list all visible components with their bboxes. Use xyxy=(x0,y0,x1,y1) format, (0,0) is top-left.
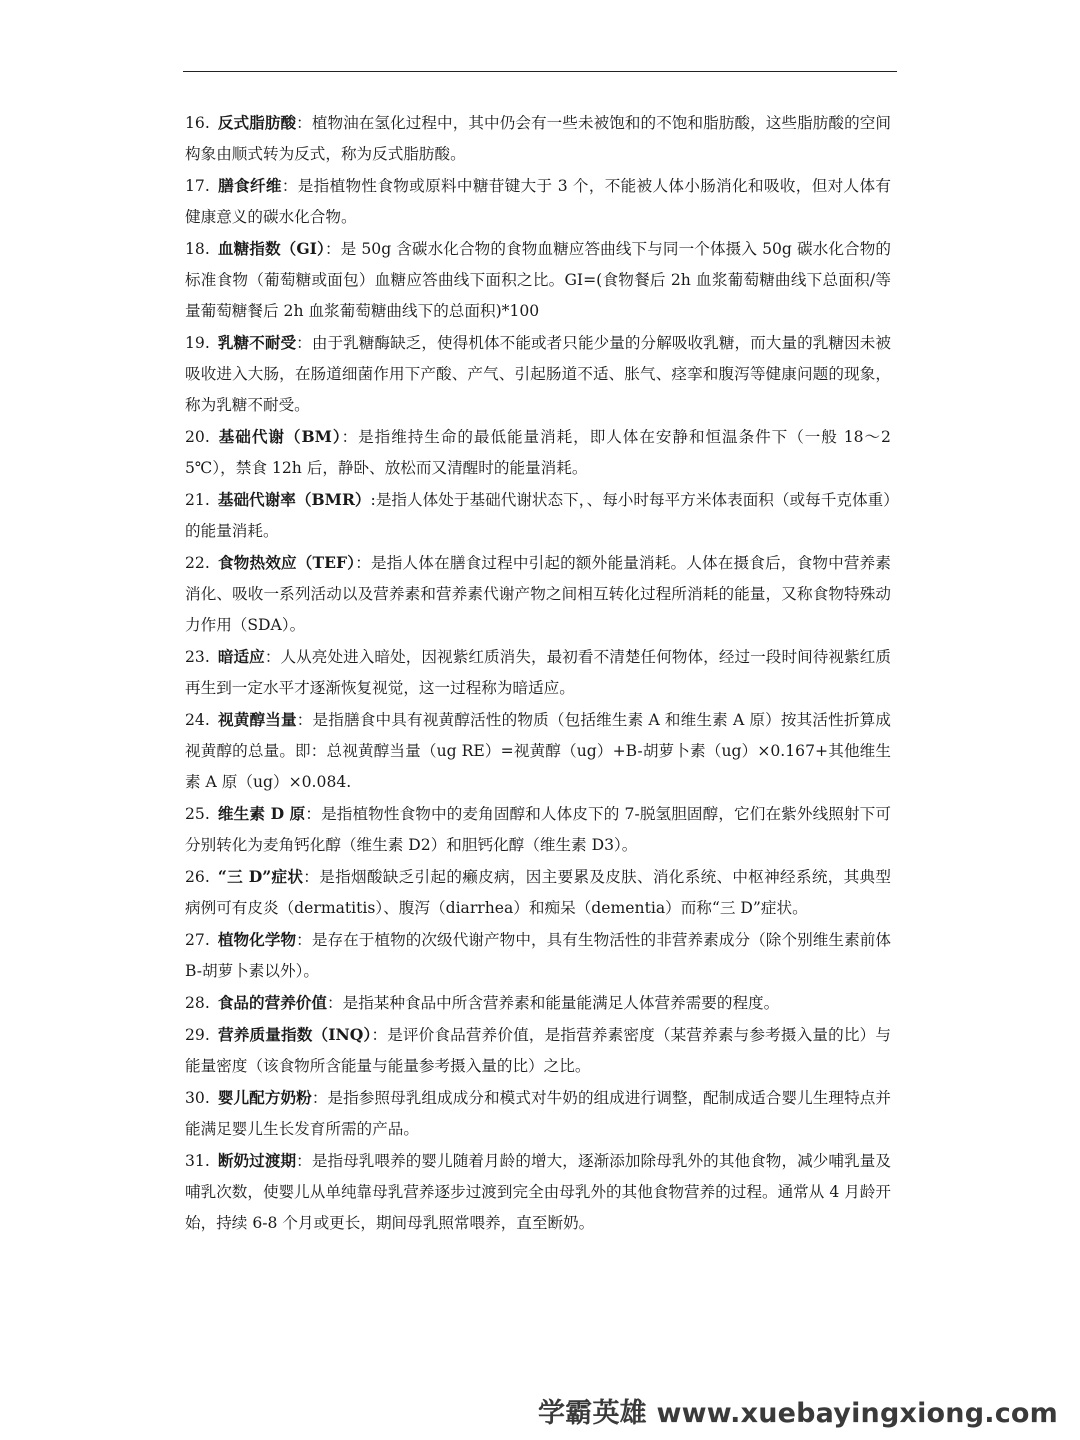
glossary-term: “三 D”症状 xyxy=(217,867,304,886)
glossary-term: 维生素 D 原 xyxy=(217,804,306,823)
glossary-definition: 是指某种食品中所含营养素和能量能满足人体营养需要的程度。 xyxy=(342,994,780,1012)
glossary-definition: 是 50g 含碳水化合物的食物血糖应答曲线下与同一个体摄入 50g 碳水化合物的标准食物（葡萄糖或面包）血糖应答曲线下面积之比。GI=(食物餐后 2h 血浆葡萄糖曲线下总面积/等量葡萄糖餐后 2h 血浆葡萄糖曲线下的总面积)*100 xyxy=(185,240,891,320)
glossary-term: 暗适应 xyxy=(217,647,265,666)
glossary-definition: 人从亮处进入暗处，因视紫红质消失，最初看不清楚任何物体，经过一段时间待视紫红质再生到一定水平才逐渐恢复视觉，这一过程称为暗适应。 xyxy=(185,648,891,697)
glossary-definition: 是指膳食中具有视黄醇活性的物质（包括维生素 A 和维生素 A 原）按其活性折算成视黄醇的总量。即：总视黄醇当量（ug RE）=视黄醇（ug）+B-胡萝卜素（ug）×0.167+其他维生素 A 原（ug）×0.084. xyxy=(185,711,891,791)
glossary-definition: 是指植物性食物或原料中糖苷键大于 3 个，不能被人体小肠消化和吸收，但对人体有健康意义的碳水化合物。 xyxy=(185,177,891,226)
glossary-definition: 是评价食品营养价值，是指营养素密度（某营养素与参考摄入量的比）与能量密度（该食物所含能量与能量参考摄入量的比）之比。 xyxy=(185,1026,891,1075)
glossary-entry-30: 30. 婴儿配方奶粉：是指参照母乳组成成分和模式对牛奶的组成进行调整，配制成适合婴儿生理特点并能满足婴儿生长发育所需的产品。 xyxy=(185,1088,891,1138)
glossary-entry-27: 27. 植物化学物：是存在于植物的次级代谢产物中，具有生物活性的非营养素成分（除个别维生素前体 B-胡萝卜素以外）。 xyxy=(185,930,891,980)
glossary-term: 婴儿配方奶粉 xyxy=(217,1088,312,1107)
glossary-entry-28: 28. 食品的营养价值：是指某种食品中所含营养素和能量能满足人体营养需要的程度。 xyxy=(185,993,780,1012)
glossary-entry-16: 16. 反式脂肪酸：植物油在氢化过程中，其中仍会有一些未被饱和的不饱和脂肪酸，这些脂肪酸的空间构象由顺式转为反式，称为反式脂肪酸。 xyxy=(185,113,891,163)
glossary-entry-23: 23. 暗适应：人从亮处进入暗处，因视紫红质消失，最初看不清楚任何物体，经过一段时间待视紫红质再生到一定水平才逐渐恢复视觉，这一过程称为暗适应。 xyxy=(185,647,891,697)
glossary-definition: 是指参照母乳组成成分和模式对牛奶的组成进行调整，配制成适合婴儿生理特点并能满足婴儿生长发育所需的产品。 xyxy=(185,1089,891,1138)
glossary-entry-26: 26. “三 D”症状：是指烟酸缺乏引起的癞皮病，因主要累及皮肤、消化系统、中枢神经系统，其典型病例可有皮炎（dermatitis）、腹泻（diarrhea）和痴呆（dementia）而称“三 D”症状。 xyxy=(185,867,891,917)
glossary-definition: 是指人体在膳食过程中引起的额外能量消耗。人体在摄食后，食物中营养素消化、吸收一系列活动以及营养素和营养素代谢产物之间相互转化过程所消耗的能量，又称食物特殊动力作用（SDA）。 xyxy=(185,554,891,634)
glossary-term: 血糖指数（GI） xyxy=(217,239,325,258)
site-watermark: 学霸英雄 www.xuebayingxiong.com xyxy=(538,1398,1058,1429)
glossary-entry-18: 18. 血糖指数（GI）：是 50g 含碳水化合物的食物血糖应答曲线下与同一个体摄入 50g 碳水化合物的标准食物（葡萄糖或面包）血糖应答曲线下面积之比。GI=(食物餐后 2h 血浆葡萄糖曲线下总面积/等量葡萄糖餐后 2h 血浆葡萄糖曲线下的总面积)*100 xyxy=(185,239,891,320)
glossary-definition: 是指烟酸缺乏引起的癞皮病，因主要累及皮肤、消化系统、中枢神经系统，其典型病例可有皮炎（dermatitis）、腹泻（diarrhea）和痴呆（dementia）而称“三 D”症状。 xyxy=(185,868,891,917)
glossary-term: 基础代谢（BM） xyxy=(217,427,342,446)
glossary-entry-25: 25. 维生素 D 原：是指植物性食物中的麦角固醇和人体皮下的 7-脱氢胆固醇，它们在紫外线照射下可分别转化为麦角钙化醇（维生素 D2）和胆钙化醇（维生素 D3）。 xyxy=(185,804,891,854)
glossary-entry-29: 29. 营养质量指数（INQ）：是评价食品营养价值，是指营养素密度（某营养素与参考摄入量的比）与能量密度（该食物所含能量与能量参考摄入量的比）之比。 xyxy=(185,1025,891,1075)
glossary-entry-19: 19. 乳糖不耐受：由于乳糖酶缺乏，使得机体不能或者只能少量的分解吸收乳糖，而大量的乳糖因未被吸收进入大肠，在肠道细菌作用下产酸、产气、引起肠道不适、胀气、痉挛和腹泻等健康问题的现象，称为乳糖不耐受。 xyxy=(185,333,891,414)
glossary-term: 视黄醇当量 xyxy=(217,710,297,729)
glossary-definition: 是指植物性食物中的麦角固醇和人体皮下的 7-脱氢胆固醇，它们在紫外线照射下可分别转化为麦角钙化醇（维生素 D2）和胆钙化醇（维生素 D3）。 xyxy=(185,805,891,854)
glossary-entry-21: 21. 基础代谢率（BMR）:是指人体处于基础代谢状态下，、每小时每平方米体表面积（或每千克体重）的能量消耗。 xyxy=(185,490,891,540)
glossary-term: 食品的营养价值 xyxy=(217,993,327,1012)
glossary-definition: 是指维持生命的最低能量消耗，即人体在安静和恒温条件下（一般 18～25℃），禁食 12h 后，静卧、放松而又清醒时的能量消耗。 xyxy=(185,428,891,477)
glossary-entry-22: 22. 食物热效应（TEF）：是指人体在膳食过程中引起的额外能量消耗。人体在摄食后，食物中营养素消化、吸收一系列活动以及营养素和营养素代谢产物之间相互转化过程所消耗的能量，又称食物特殊动力作用（SDA）。 xyxy=(185,553,891,634)
glossary-entry-20: 20. 基础代谢（BM）：是指维持生命的最低能量消耗，即人体在安静和恒温条件下（一般 18～25℃），禁食 12h 后，静卧、放松而又清醒时的能量消耗。 xyxy=(185,427,891,477)
glossary-entry-17: 17. 膳食纤维：是指植物性食物或原料中糖苷键大于 3 个，不能被人体小肠消化和吸收，但对人体有健康意义的碳水化合物。 xyxy=(185,176,891,226)
glossary-entry-24: 24. 视黄醇当量：是指膳食中具有视黄醇活性的物质（包括维生素 A 和维生素 A 原）按其活性折算成视黄醇的总量。即：总视黄醇当量（ug RE）=视黄醇（ug）+B-胡萝卜素（ug）×0.167+其他维生素 A 原（ug）×0.084. xyxy=(185,710,891,791)
glossary-entry-31: 31. 断奶过渡期：是指母乳喂养的婴儿随着月龄的增大，逐渐添加除母乳外的其他食物，减少哺乳量及哺乳次数，使婴儿从单纯靠母乳营养逐步过渡到完全由母乳外的其他食物营养的过程。通常从 4 月龄开始，持续 6-8 个月或更长，期间母乳照常喂养，直至断奶。 xyxy=(185,1151,891,1232)
glossary-term: 植物化学物 xyxy=(217,930,297,949)
glossary-term: 基础代谢率（BMR） xyxy=(217,490,371,509)
glossary-definition: 是指人体处于基础代谢状态下，、每小时每平方米体表面积（或每千克体重）的能量消耗。 xyxy=(185,491,891,540)
glossary-term: 反式脂肪酸 xyxy=(217,113,297,132)
glossary-definition: 是存在于植物的次级代谢产物中，具有生物活性的非营养素成分（除个别维生素前体 B-胡萝卜素以外）。 xyxy=(185,931,891,980)
glossary-definition: 植物油在氢化过程中，其中仍会有一些未被饱和的不饱和脂肪酸，这些脂肪酸的空间构象由顺式转为反式，称为反式脂肪酸。 xyxy=(185,114,891,163)
glossary-list xyxy=(185,107,891,1239)
header-rule xyxy=(183,71,897,72)
glossary-term: 营养质量指数（INQ） xyxy=(217,1025,372,1044)
glossary-definition: 是指母乳喂养的婴儿随着月龄的增大，逐渐添加除母乳外的其他食物，减少哺乳量及哺乳次数，使婴儿从单纯靠母乳营养逐步过渡到完全由母乳外的其他食物营养的过程。通常从 4 月龄开始，持续 6-8 个月或更长，期间母乳照常喂养，直至断奶。 xyxy=(185,1152,891,1232)
glossary-definition: 由于乳糖酶缺乏，使得机体不能或者只能少量的分解吸收乳糖，而大量的乳糖因未被吸收进入大肠，在肠道细菌作用下产酸、产气、引起肠道不适、胀气、痉挛和腹泻等健康问题的现象，称为乳糖不耐受。 xyxy=(185,334,891,414)
glossary-term: 食物热效应（TEF） xyxy=(217,553,356,572)
glossary-term: 膳食纤维 xyxy=(217,176,282,195)
glossary-term: 断奶过渡期 xyxy=(217,1151,297,1170)
glossary-term: 乳糖不耐受 xyxy=(217,333,297,352)
